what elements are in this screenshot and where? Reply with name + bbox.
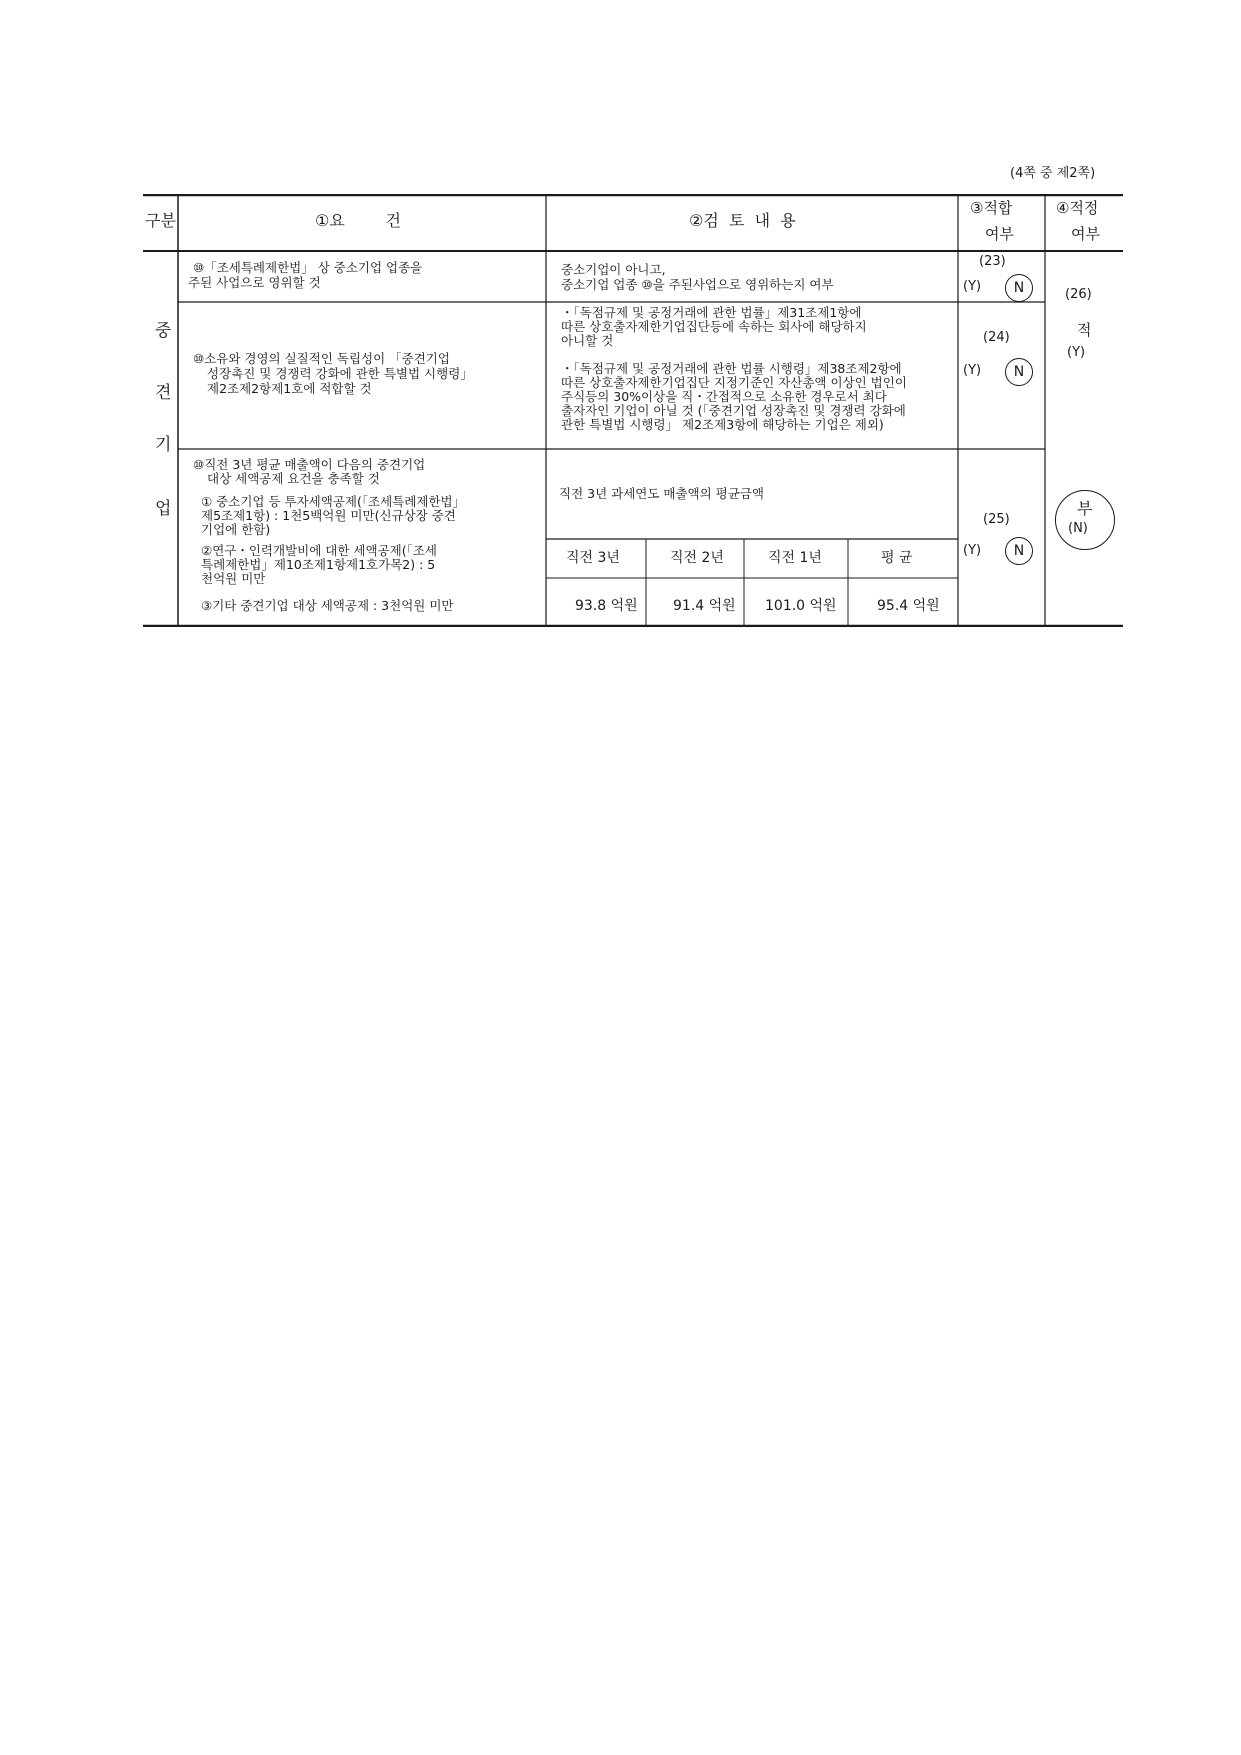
header-fit-2: 여부: [985, 225, 1014, 243]
header-requirement: ①요 건: [315, 211, 401, 230]
row1-requirement-line: ⑩「조세특례제한법」 상 중소기업 업종을: [193, 260, 423, 275]
row3-req-item2-line: 천억원 미만: [201, 571, 266, 586]
division-char: 업: [155, 499, 172, 519]
row2-requirement-line: 제2조제2항제1호에 적합할 것: [207, 381, 372, 396]
sales-value-3y: 93.8 억원: [575, 598, 638, 614]
row3-review: 직전 3년 과세연도 매출액의 평균금액: [559, 486, 764, 501]
division-char: 기: [155, 435, 172, 455]
division-char: 견: [155, 383, 172, 403]
header-proper-2: 여부: [1071, 225, 1100, 243]
row2-review-a-line: 아니할 것: [561, 333, 614, 348]
row2-review-b-line: 주식등의 30%이상을 직・간접적으로 소유한 경우로서 최다: [561, 389, 887, 404]
row1-fit-code: (23): [979, 254, 1006, 269]
row1-fit-no: [1005, 274, 1033, 302]
row3-req-item2-line: 특례제한법」제10조제1항제1호가목2) : 5: [201, 557, 436, 572]
row1-requirement-line: 주된 사업으로 영위할 것: [188, 275, 321, 290]
row2-fit-yes: (Y): [963, 363, 982, 378]
sales-value-avg: 95.4 억원: [877, 598, 940, 614]
row3-fit-code: (25): [983, 512, 1010, 527]
row1-fit-no-circle: N: [1005, 274, 1033, 302]
row2-fit-no-circle: N: [1005, 358, 1033, 386]
row2-review-b-line: 관한 특별법 시행령」 제2조제3항에 해당하는 기업은 제외): [561, 417, 884, 432]
proper-no: (N): [1068, 521, 1088, 536]
page-number-label: (4쪽 중 제2쪽): [1010, 166, 1096, 181]
row2-fit-code: (24): [983, 330, 1010, 345]
proper-code: (26): [1065, 287, 1092, 302]
row2-review-b-line: 따른 상호출자제한기업집단 지정기준인 자산총액 이상인 법인이: [561, 375, 907, 390]
sales-value-2y: 91.4 억원: [673, 598, 736, 614]
sales-header-3y: 직전 3년: [566, 550, 620, 566]
row3-req-item1-line: 제5조제1항) : 1천5백억원 미만(신규상장 중견: [201, 508, 456, 523]
row3-req-item3-line: ③기타 중견기업 대상 세액공제 : 3천억원 미만: [201, 598, 454, 613]
row2-requirement-line: 성장촉진 및 경쟁력 강화에 관한 특별법 시행령」: [207, 366, 473, 381]
row1-review-line: 중소기업이 아니고,: [561, 262, 666, 277]
row3-requirement-line: ⑩직전 3년 평균 매출액이 다음의 중견기업: [193, 457, 426, 472]
proper-no-label: 부: [1077, 499, 1093, 518]
row2-review-b-line: ・「독점규제 및 공정거래에 관한 법률 시행령」제38조제2항에: [561, 361, 902, 376]
row3-fit-no-circle: N: [1005, 537, 1033, 565]
row3-requirement-line: 대상 세액공제 요건을 충족할 것: [207, 471, 380, 486]
review-table: [143, 194, 1123, 627]
row1-fit-yes: (Y): [963, 279, 982, 294]
sales-header-1y: 직전 1년: [768, 550, 822, 566]
header-division: 구분: [145, 211, 176, 230]
row2-review-a-line: 따른 상호출자제한기업집단등에 속하는 회사에 해당하지: [561, 319, 867, 334]
header-fit-1: ③적합: [970, 199, 1013, 217]
sales-header-2y: 직전 2년: [670, 550, 724, 566]
row3-fit-no: [1005, 537, 1033, 565]
division-char: 중: [155, 321, 172, 341]
row3-fit-yes: (Y): [963, 543, 982, 558]
proper-label: 적: [1077, 321, 1092, 339]
header-proper-1: ④적정: [1056, 199, 1099, 217]
proper-yes: (Y): [1067, 345, 1086, 360]
row2-requirement-line: ⑩소유와 경영의 실질적인 독립성이 「중견기업: [193, 351, 450, 366]
sales-value-1y: 101.0 억원: [765, 598, 837, 614]
row2-fit-no: [1005, 358, 1033, 386]
row2-review-b-line: 출자자인 기업이 아닐 것 (「중견기업 성장촉진 및 경쟁력 강화에: [561, 403, 906, 418]
row1-review-line: 중소기업 업종 ⑩을 주된사업으로 영위하는지 여부: [561, 277, 834, 292]
row3-req-item1-line: ① 중소기업 등 투자세액공제(「조세특례제한법」: [201, 494, 466, 509]
row2-review-a-line: ・「독점규제 및 공정거래에 관한 법률」제31조제1항에: [561, 305, 862, 320]
row3-req-item1-line: 기업에 한함): [201, 522, 271, 537]
row3-req-item2-line: ②연구・인력개발비에 대한 세액공제(「조세: [201, 543, 437, 558]
header-review: ②검 토 내 용: [689, 211, 796, 230]
sales-header-avg: 평 균: [881, 550, 913, 566]
